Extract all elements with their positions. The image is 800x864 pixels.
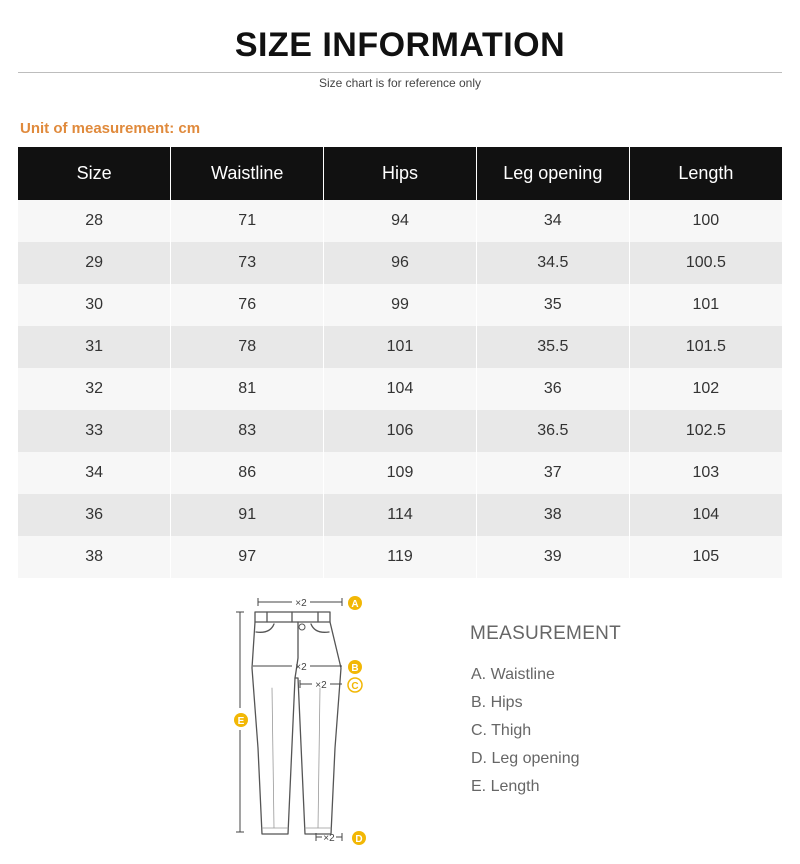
column-header-waistline: Waistline [171,147,324,200]
cell-size: 32 [18,368,171,410]
cell-waistline: 71 [171,200,324,242]
pants-left-pocket [256,624,274,632]
cell-waistline: 76 [171,284,324,326]
table-row [18,452,782,494]
table-header-row [18,147,782,200]
dimension-b-multiplier: ×2 [295,662,307,673]
table-row [18,200,782,242]
column-header-size: Size [18,147,171,200]
cell-waistline: 83 [171,410,324,452]
cell-hips: 101 [324,326,477,368]
cell-waistline: 73 [171,242,324,284]
marker-a-label: A [351,599,359,610]
cell-size: 29 [18,242,171,284]
cell-size: 36 [18,494,171,536]
cell-size: 34 [18,452,171,494]
measurement-item-hips: B. Hips [471,694,523,711]
page-subtitle: Size chart is for reference only [318,76,482,90]
pants-button [299,624,305,630]
cell-leg-opening: 35.5 [476,326,629,368]
cell-size: 38 [18,536,171,578]
column-header-hips: Hips [324,147,477,200]
size-table [18,147,782,578]
cell-leg-opening: 37 [476,452,629,494]
cell-length: 100 [629,200,782,242]
column-header-length: Length [629,147,782,200]
cell-hips: 106 [324,410,477,452]
cell-leg-opening: 38 [476,494,629,536]
cell-hips: 99 [324,284,477,326]
cell-waistline: 86 [171,452,324,494]
cell-hips: 104 [324,368,477,410]
measurement-list [471,663,580,803]
table-row [18,410,782,452]
cell-size: 30 [18,284,171,326]
pants-right-pocket [311,624,329,632]
table-row [18,536,782,578]
dimension-c-multiplier: ×2 [315,680,327,691]
cell-length: 103 [629,452,782,494]
measurement-item-thigh: C. Thigh [471,722,532,739]
table-row [18,326,782,368]
cell-length: 104 [629,494,782,536]
cell-hips: 109 [324,452,477,494]
cell-leg-opening: 35 [476,284,629,326]
table-row [18,242,782,284]
cell-hips: 96 [324,242,477,284]
cell-hips: 119 [324,536,477,578]
cell-length: 101 [629,284,782,326]
dimension-d-multiplier: ×2 [323,833,335,844]
cell-size: 31 [18,326,171,368]
cell-length: 102.5 [629,410,782,452]
dimension-a-multiplier: ×2 [295,598,307,609]
unit-note: Unit of measurement: cm [20,120,201,137]
cell-leg-opening: 34 [476,200,629,242]
cell-leg-opening: 36.5 [476,410,629,452]
pants-outline [252,622,341,834]
measurement-title: MEASUREMENT [470,623,622,644]
marker-d-label: D [355,834,363,845]
measurement-item-length: E. Length [471,778,540,795]
table-row [18,284,782,326]
cell-waistline: 97 [171,536,324,578]
cell-size: 28 [18,200,171,242]
cell-hips: 94 [324,200,477,242]
cell-length: 100.5 [629,242,782,284]
cell-leg-opening: 39 [476,536,629,578]
page-title: SIZE INFORMATION [234,26,566,64]
cell-length: 102 [629,368,782,410]
table-row [18,368,782,410]
cell-leg-opening: 34.5 [476,242,629,284]
column-header-leg-opening: Leg opening [476,147,629,200]
cell-waistline: 78 [171,326,324,368]
cell-waistline: 81 [171,368,324,410]
measurement-item-waistline: A. Waistline [471,666,555,683]
marker-e-label: E [237,716,245,727]
marker-c-label: C [351,681,359,692]
cell-waistline: 91 [171,494,324,536]
cell-length: 105 [629,536,782,578]
cell-hips: 114 [324,494,477,536]
marker-b-label: B [351,663,359,674]
table-row [18,494,782,536]
pants-diagram [222,588,382,850]
cell-leg-opening: 36 [476,368,629,410]
cell-length: 101.5 [629,326,782,368]
title-divider [18,72,782,73]
measurement-item-leg-opening: D. Leg opening [471,750,580,767]
cell-size: 33 [18,410,171,452]
